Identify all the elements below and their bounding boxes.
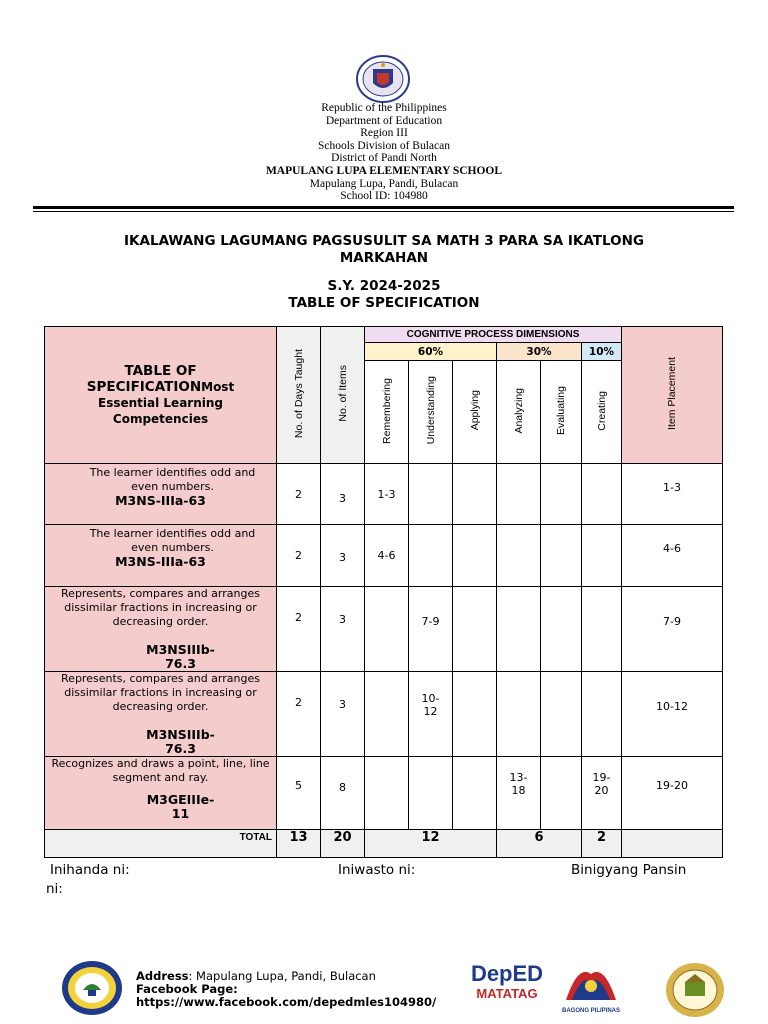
days-cell: 2 [277,672,321,757]
days-cell: 2 [277,525,321,587]
competency-cell: The learner identifies odd and even numbers. M3NS-IIIa-63 [45,525,277,587]
col-items-header: No. of Items [321,327,365,464]
competency-cell: Represents, compares and arranges dissimilar fractions in increasing or decreasing order. M3NSIIIb- 76.3 [45,672,277,757]
header-line: Department of Education [325,114,443,127]
analyzing-cell [497,525,541,587]
days-cell: 2 [277,464,321,525]
header-rule-thick [33,206,734,209]
creating-cell [582,672,622,757]
understanding-cell [409,525,453,587]
matatag-wordmark: MATATAG [476,986,538,1001]
items-cell: 3 [321,525,365,587]
bagong-pilipinas-logo [558,960,624,1014]
placement-cell: 4-6 [622,525,723,587]
corner-line: Competencies [112,412,209,426]
header-line: Schools Division of Bulacan [318,139,450,152]
days-cell: 5 [277,757,321,830]
applying-cell [453,525,497,587]
table-row [45,464,723,525]
deped-wordmark: DepED [470,961,544,986]
understanding-cell [409,464,453,525]
pct-10-header: 10% [582,343,622,361]
applying-cell [453,672,497,757]
analyzing-cell: 13- 18 [497,757,541,830]
district-seal-logo [665,962,725,1018]
total-row [45,830,723,858]
evaluating-cell [541,525,582,587]
items-cell: 3 [321,672,365,757]
competency-cell: The learner identifies odd and even numbers. M3NS-IIIa-63 [45,464,277,525]
creating-cell [582,587,622,672]
facebook-label: Facebook Page: [136,982,238,996]
corner-line: TABLE OF [124,363,197,379]
exam-title [70,233,698,267]
header-rule-thin [33,211,734,212]
exam-title-line2: MARKAHAN [339,250,429,266]
applying-cell [453,587,497,672]
table-row [45,525,723,587]
exam-title-line1: IKALAWANG LAGUMANG PAGSUSULIT SA MATH 3 PARA SA IKATLONG [124,233,644,249]
table-row [45,672,723,757]
competency-cell: Recognizes and draws a point, line, line segment and ray. M3GEIIIe- 11 [45,757,277,830]
footer-contact [136,970,436,1009]
remembering-cell [365,587,409,672]
header-line: Republic of the Philippines [321,102,447,114]
applying-cell [453,464,497,525]
placement-cell: 1-3 [622,464,723,525]
items-cell: 3 [321,587,365,672]
remembering-cell: 1-3 [365,464,409,525]
placement-cell: 10-12 [622,672,723,757]
remembering-cell [365,757,409,830]
school-name: MAPULANG LUPA ELEMENTARY SCHOOL [265,164,503,177]
understanding-cell: 10- 12 [409,672,453,757]
noted-by-label-cont: ni: [46,881,63,897]
analyzing-cell [497,672,541,757]
creating-cell [582,525,622,587]
creating-cell [582,464,622,525]
noted-by-label: Binigyang Pansin [571,862,687,878]
evaluating-cell [541,587,582,672]
items-cell: 8 [321,757,365,830]
table-corner-header [45,327,277,464]
col-placement-header: Item Placement [622,327,723,464]
total-60: 12 [365,830,497,858]
total-10: 2 [582,830,622,858]
evaluating-cell [541,757,582,830]
total-days: 13 [277,830,321,858]
corner-line: SPECIFICATION [86,379,202,395]
creating-cell: 19- 20 [582,757,622,830]
school-address: Mapulang Lupa, Pandi, Bulacan [309,177,459,190]
pct-30-header: 30% [497,343,582,361]
competency-cell: Represents, compares and arranges dissimilar fractions in increasing or decreasing order. M3NSIIIb- 76.3 [45,587,277,672]
evaluating-cell [541,464,582,525]
col-days-header: No. of Days Taught [277,327,321,464]
tos-heading: TABLE OF SPECIFICATION [288,295,480,311]
analyzing-cell [497,587,541,672]
school-seal-logo [61,960,123,1016]
understanding-cell: 7-9 [409,587,453,672]
total-placement [622,830,723,858]
deped-seal-logo [355,55,411,103]
cognitive-header: COGNITIVE PROCESS DIMENSIONS [365,327,622,343]
items-cell: 3 [321,464,365,525]
address-value: : Mapulang Lupa, Pandi, Bulacan [188,969,376,983]
school-id: School ID: 104980 [340,190,428,203]
col-understanding: Understanding [409,361,453,464]
col-evaluating: Evaluating [541,361,582,464]
total-items: 20 [321,830,365,858]
deped-matatag-logo [470,962,544,1014]
corner-line: Most [201,380,235,394]
col-creating: Creating [582,361,622,464]
school-year: S.Y. 2024-2025 [327,278,441,294]
understanding-cell [409,757,453,830]
applying-cell [453,757,497,830]
col-remembering: Remembering [365,361,409,464]
exam-subtitle [70,278,698,312]
placement-cell: 19-20 [622,757,723,830]
placement-cell: 7-9 [622,587,723,672]
checked-by-label: Iniwasto ni: [338,862,416,878]
address-label: Address [136,969,189,983]
pct-60-header: 60% [365,343,497,361]
remembering-cell: 4-6 [365,525,409,587]
bagong-pilipinas-text: BAGONG PILIPINAS [561,1008,620,1014]
header-line: District of Pandi North [331,152,437,165]
table-row [45,587,723,672]
col-analyzing: Analyzing [497,361,541,464]
header-block [0,102,768,203]
facebook-link[interactable]: https://www.facebook.com/depedmles104980/ [136,995,437,1009]
remembering-cell [365,672,409,757]
analyzing-cell [497,464,541,525]
table-row [45,757,723,830]
total-label: TOTAL [45,830,277,858]
evaluating-cell [541,672,582,757]
header-line: Region III [360,127,408,140]
total-30: 6 [497,830,582,858]
col-applying: Applying [453,361,497,464]
days-cell: 2 [277,587,321,672]
specification-table [44,326,723,858]
prepared-by-label: Inihanda ni: [50,862,130,878]
corner-line: Essential Learning [98,396,223,410]
